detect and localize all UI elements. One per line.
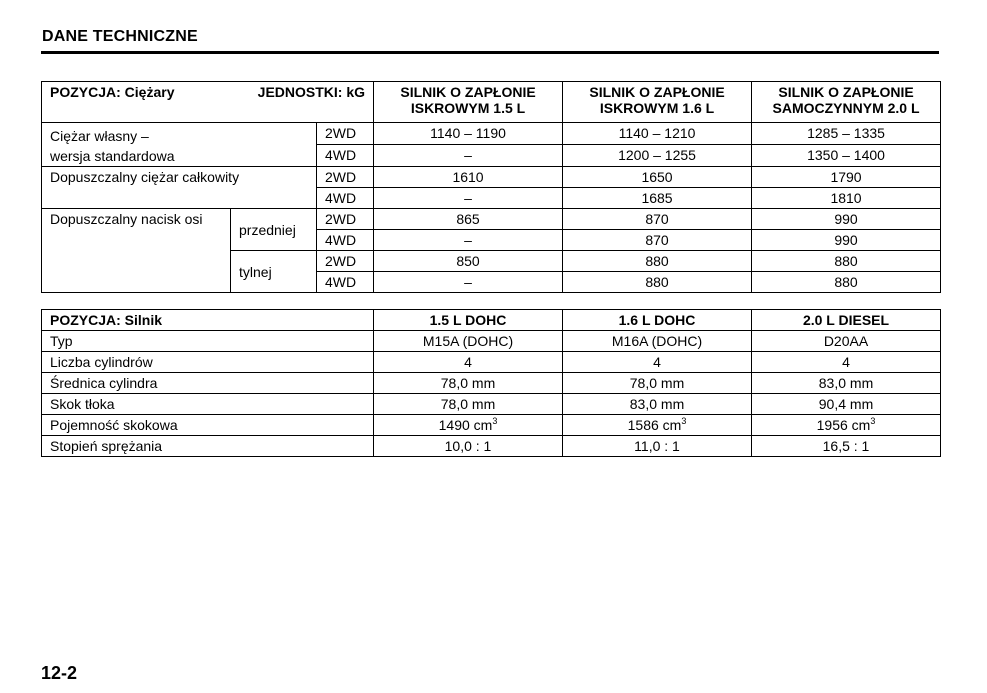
value-cell: 880 — [563, 251, 752, 272]
displacement-exponent: 3 — [492, 416, 498, 426]
spec-label: Stopień sprężania — [42, 436, 374, 457]
table-row — [42, 415, 941, 436]
spec-value: D20AA — [752, 331, 941, 352]
engine-header-1-5: SILNIK O ZAPŁONIE ISKROWYM 1.5 L — [374, 82, 563, 123]
table-row — [42, 373, 941, 394]
spec-value: M15A (DOHC) — [374, 331, 563, 352]
spec-value: 78,0 mm — [374, 373, 563, 394]
value-cell: – — [374, 145, 563, 167]
value-cell: 1685 — [563, 188, 752, 209]
spec-label: Średnica cylindra — [42, 373, 374, 394]
spec-value: 4 — [752, 352, 941, 373]
drive-type-cell: 4WD — [317, 145, 374, 167]
weights-position-cell — [42, 82, 374, 123]
displacement-value: 1490 — [438, 417, 470, 433]
gross-weight-label: Dopuszczalny ciężar całkowity — [42, 167, 317, 209]
spec-value: 90,4 mm — [752, 394, 941, 415]
value-cell: 990 — [752, 230, 941, 251]
value-cell: 1140 – 1190 — [374, 123, 563, 145]
displacement-value: 1586 — [627, 417, 659, 433]
rear-axle-label: tylnej — [231, 251, 317, 293]
header-divider — [41, 51, 939, 54]
spec-value: 83,0 mm — [563, 394, 752, 415]
table-row — [42, 331, 941, 352]
table-row — [42, 123, 941, 145]
spec-value: 4 — [374, 352, 563, 373]
page-title: DANE TECHNICZNE — [42, 28, 198, 45]
value-cell: 1200 – 1255 — [563, 145, 752, 167]
spec-value: 11,0 : 1 — [563, 436, 752, 457]
spec-value: M16A (DOHC) — [563, 331, 752, 352]
displacement-exponent: 3 — [681, 416, 687, 426]
curb-weight-label — [42, 123, 317, 167]
curb-weight-label-line2: wersja standardowa — [50, 148, 175, 164]
spec-label: Pojemność skokowa — [42, 415, 374, 436]
table-row — [42, 167, 941, 188]
spec-value: 83,0 mm — [752, 373, 941, 394]
value-cell: – — [374, 230, 563, 251]
spec-value: 78,0 mm — [563, 373, 752, 394]
table-row — [42, 394, 941, 415]
curb-weight-label-line1: Ciężar własny – — [50, 128, 149, 144]
displacement-unit: cm — [473, 417, 493, 433]
weights-header-row — [42, 82, 941, 123]
value-cell: 870 — [563, 230, 752, 251]
engine-column-2-0: 2.0 L DIESEL — [752, 310, 941, 331]
weights-table — [41, 81, 941, 293]
drive-type-cell: 2WD — [317, 251, 374, 272]
table-row — [42, 209, 941, 230]
drive-type-cell: 2WD — [317, 123, 374, 145]
drive-type-cell: 4WD — [317, 188, 374, 209]
value-cell: – — [374, 188, 563, 209]
engine-header-2-0: SILNIK O ZAPŁONIE SAMOCZYNNYM 2.0 L — [752, 82, 941, 123]
spec-value: 10,0 : 1 — [374, 436, 563, 457]
value-cell: 850 — [374, 251, 563, 272]
spec-value: 78,0 mm — [374, 394, 563, 415]
displacement-exponent: 3 — [870, 416, 876, 426]
table-row — [42, 352, 941, 373]
engine-header-row — [42, 310, 941, 331]
engine-column-1-5: 1.5 L DOHC — [374, 310, 563, 331]
engine-header-1-6: SILNIK O ZAPŁONIE ISKROWYM 1.6 L — [563, 82, 752, 123]
page-number: 12-2 — [41, 663, 78, 683]
value-cell: 880 — [752, 251, 941, 272]
value-cell: 1650 — [563, 167, 752, 188]
spec-label: Liczba cylindrów — [42, 352, 374, 373]
table-row — [42, 436, 941, 457]
value-cell: 1140 – 1210 — [563, 123, 752, 145]
value-cell: 880 — [752, 272, 941, 293]
value-cell: 1790 — [752, 167, 941, 188]
spec-label: Typ — [42, 331, 374, 352]
value-cell: 1350 – 1400 — [752, 145, 941, 167]
value-cell: 870 — [563, 209, 752, 230]
weights-units-label: JEDNOSTKI: kG — [257, 84, 366, 100]
front-axle-label: przedniej — [231, 209, 317, 251]
displacement-value: 1956 — [816, 417, 848, 433]
value-cell: 990 — [752, 209, 941, 230]
value-cell: 1610 — [374, 167, 563, 188]
engine-table — [41, 309, 941, 457]
value-cell: 1810 — [752, 188, 941, 209]
displacement-unit: cm — [851, 417, 871, 433]
value-cell: 1285 – 1335 — [752, 123, 941, 145]
drive-type-cell: 4WD — [317, 230, 374, 251]
spec-value — [752, 415, 941, 436]
value-cell: – — [374, 272, 563, 293]
spec-value: 4 — [563, 352, 752, 373]
spec-value: 16,5 : 1 — [752, 436, 941, 457]
drive-type-cell: 2WD — [317, 209, 374, 230]
spec-label: Skok tłoka — [42, 394, 374, 415]
spec-value — [374, 415, 563, 436]
drive-type-cell: 4WD — [317, 272, 374, 293]
weights-position-label: POZYCJA: Ciężary — [50, 84, 175, 100]
value-cell: 880 — [563, 272, 752, 293]
spec-value — [563, 415, 752, 436]
displacement-unit: cm — [662, 417, 682, 433]
axle-load-label: Dopuszczalny nacisk osi — [42, 209, 231, 293]
drive-type-cell: 2WD — [317, 167, 374, 188]
engine-column-1-6: 1.6 L DOHC — [563, 310, 752, 331]
value-cell: 865 — [374, 209, 563, 230]
engine-position-label: POZYCJA: Silnik — [42, 310, 374, 331]
